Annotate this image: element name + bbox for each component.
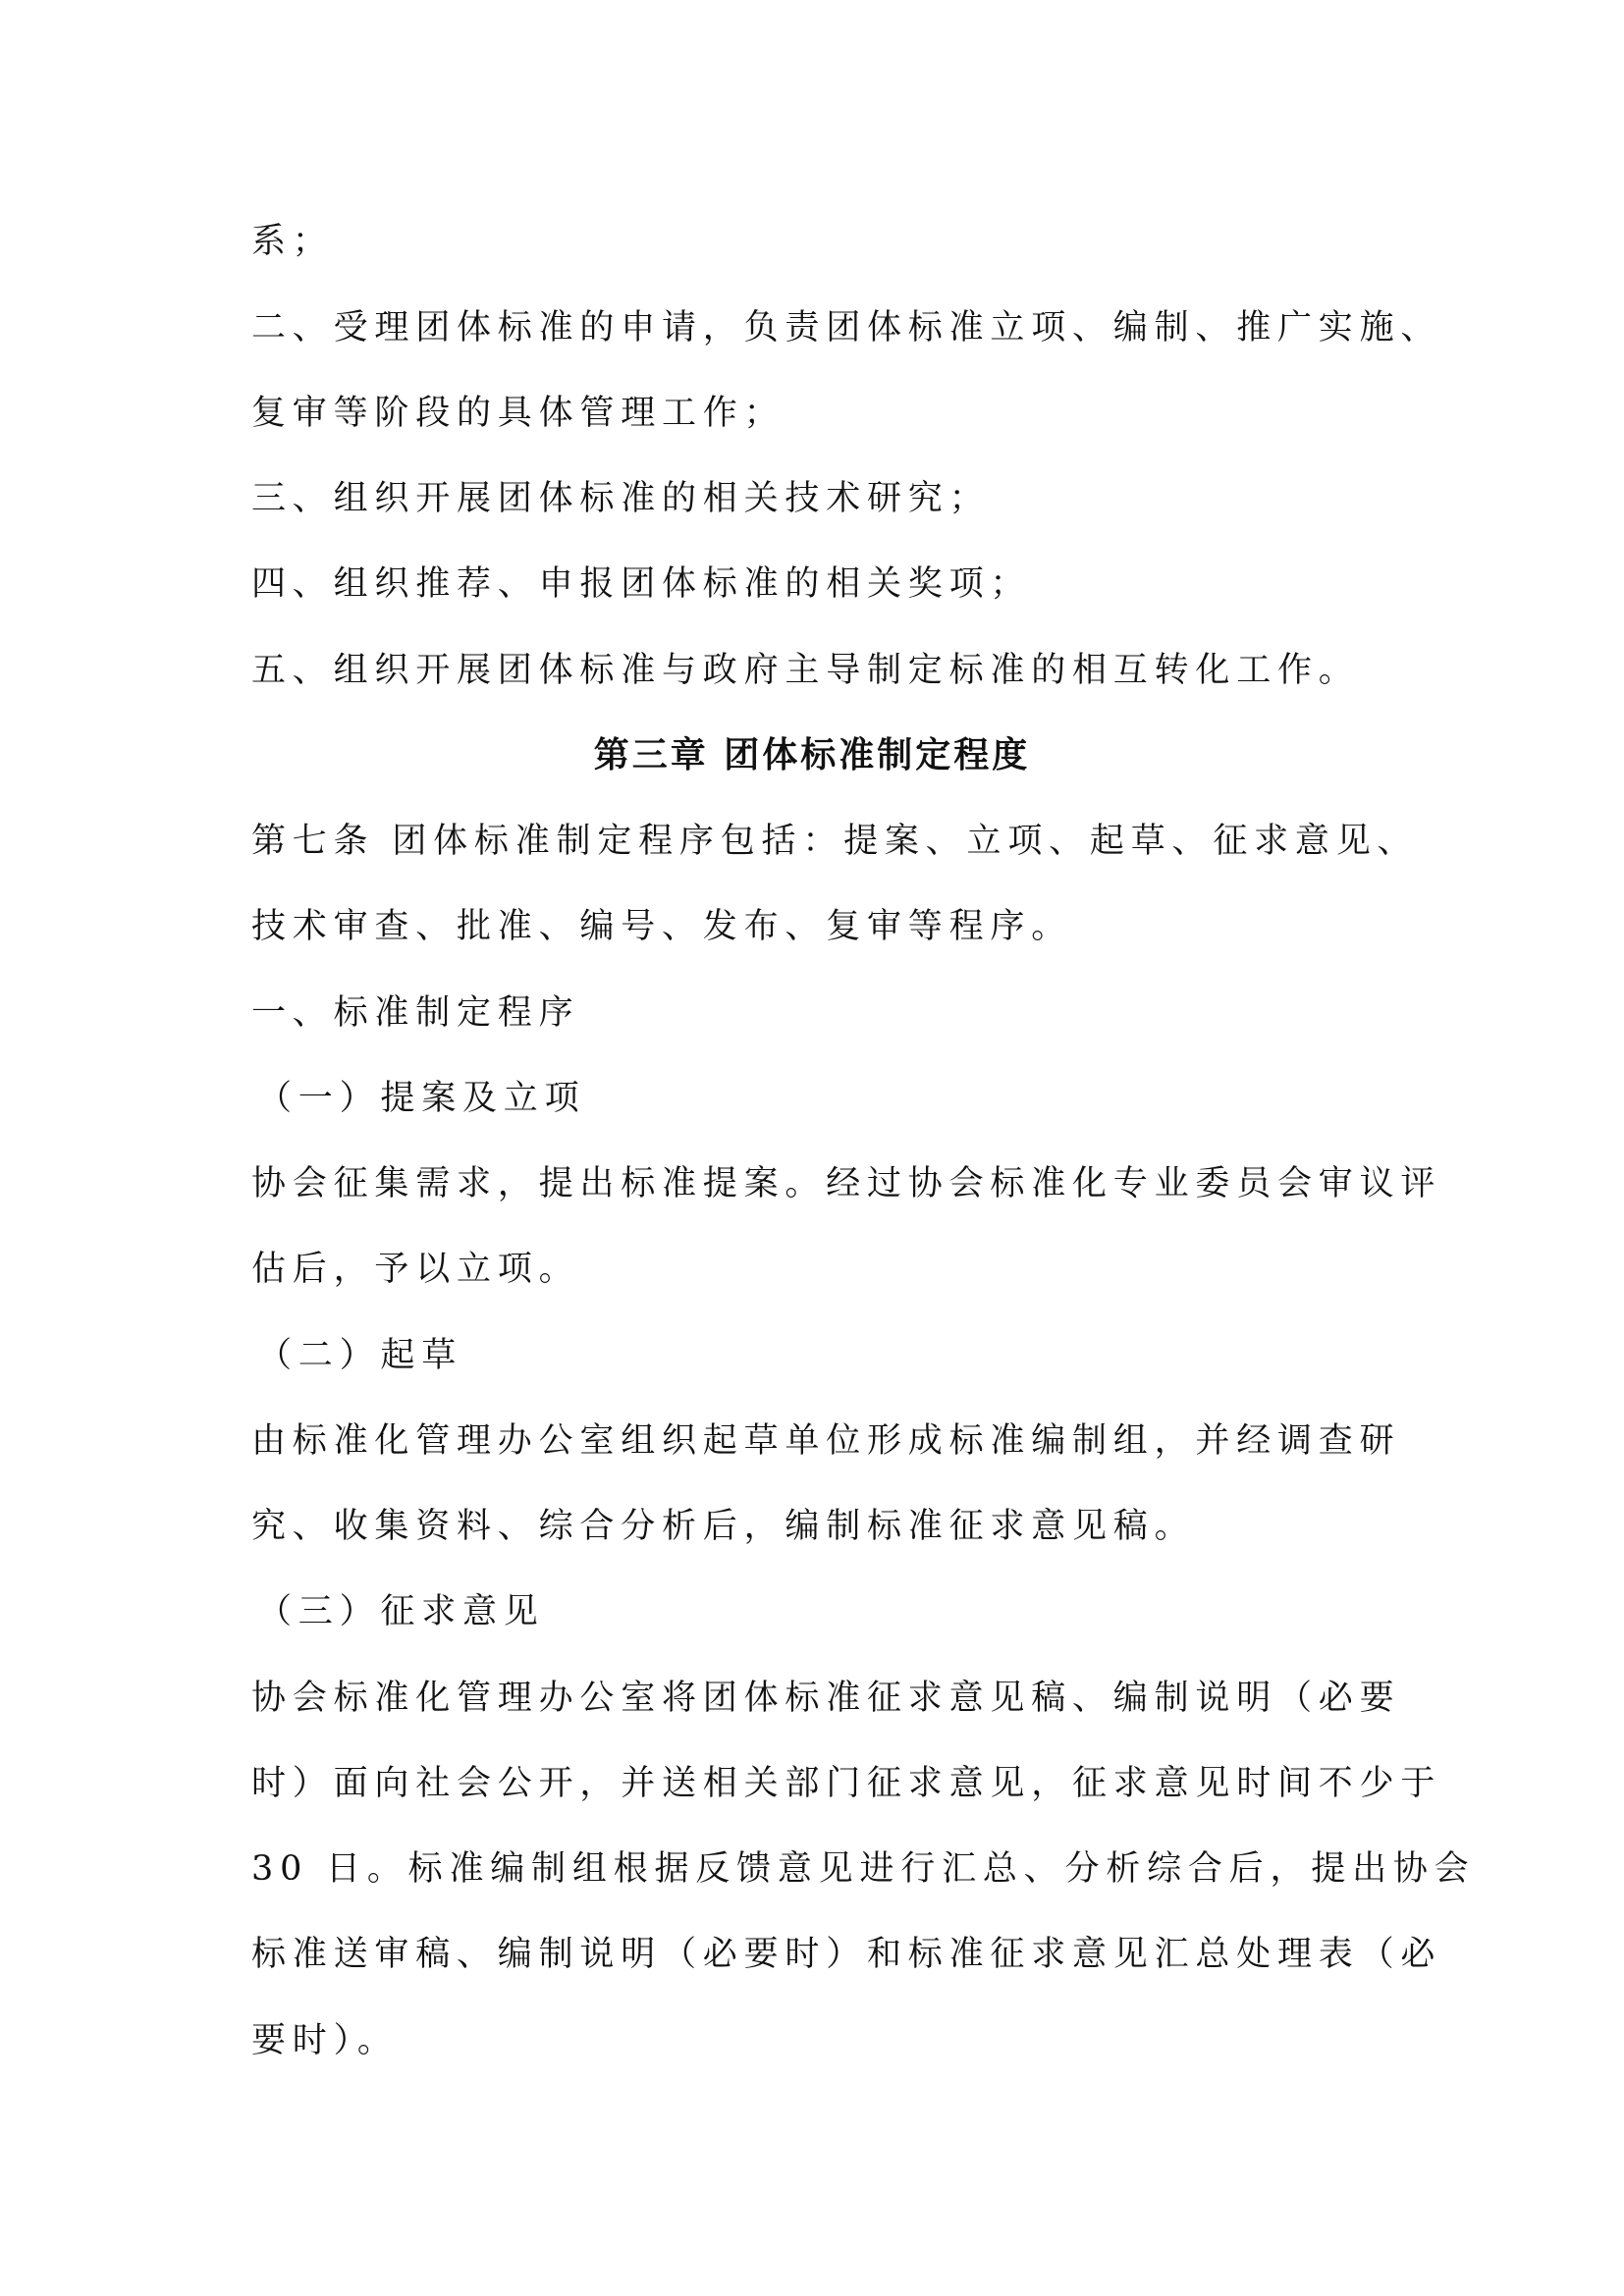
article-line: 第七条 团体标准制定程序包括：提案、立项、起草、征求意见、 xyxy=(251,822,1419,861)
text-line: 时）面向社会公开，并送相关部门征求意见，征求意见时间不少于 xyxy=(251,1764,1442,1803)
chapter-title: 第三章 团体标准制定程度 xyxy=(593,735,1031,775)
text-line: 系； xyxy=(251,222,334,261)
section-heading: 一、标准制定程序 xyxy=(251,993,580,1033)
text-line: 协会征集需求，提出标准提案。经过协会标准化专业委员会审议评 xyxy=(251,1164,1442,1203)
text-line: 复审等阶段的具体管理工作； xyxy=(251,394,785,433)
subsection-heading: （二）起草 xyxy=(257,1336,463,1375)
text-line: 究、收集资料、综合分析后，编制标准征求意见稿。 xyxy=(251,1507,1196,1546)
article-line: 技术审查、批准、编号、发布、复审等程序。 xyxy=(251,907,1073,946)
text-line: 四、组织推荐、申报团体标准的相关奖项； xyxy=(251,564,1032,604)
text-line: 协会标准化管理办公室将团体标准征求意见稿、编制说明（必要 xyxy=(251,1679,1401,1718)
text-line: 标准送审稿、编制说明（必要时）和标准征求意见汇总处理表（必 xyxy=(251,1935,1442,1974)
subsection-heading: （一）提案及立项 xyxy=(257,1079,586,1118)
text-line: 要时）。 xyxy=(251,2021,399,2060)
text-line: 五、组织开展团体标准与政府主导制定标准的相互转化工作。 xyxy=(251,651,1360,690)
text-line: 30 日。标准编制组根据反馈意见进行汇总、分析综合后，提出协会 xyxy=(251,1849,1476,1889)
subsection-heading: （三）征求意见 xyxy=(257,1592,545,1631)
text-line: 由标准化管理办公室组织起草单位形成标准编制组，并经调查研 xyxy=(251,1421,1401,1461)
text-line: 估后，予以立项。 xyxy=(251,1250,580,1289)
text-line: 三、组织开展团体标准的相关技术研究； xyxy=(251,479,991,518)
text-line: 二、受理团体标准的申请，负责团体标准立项、编制、推广实施、 xyxy=(251,308,1442,347)
